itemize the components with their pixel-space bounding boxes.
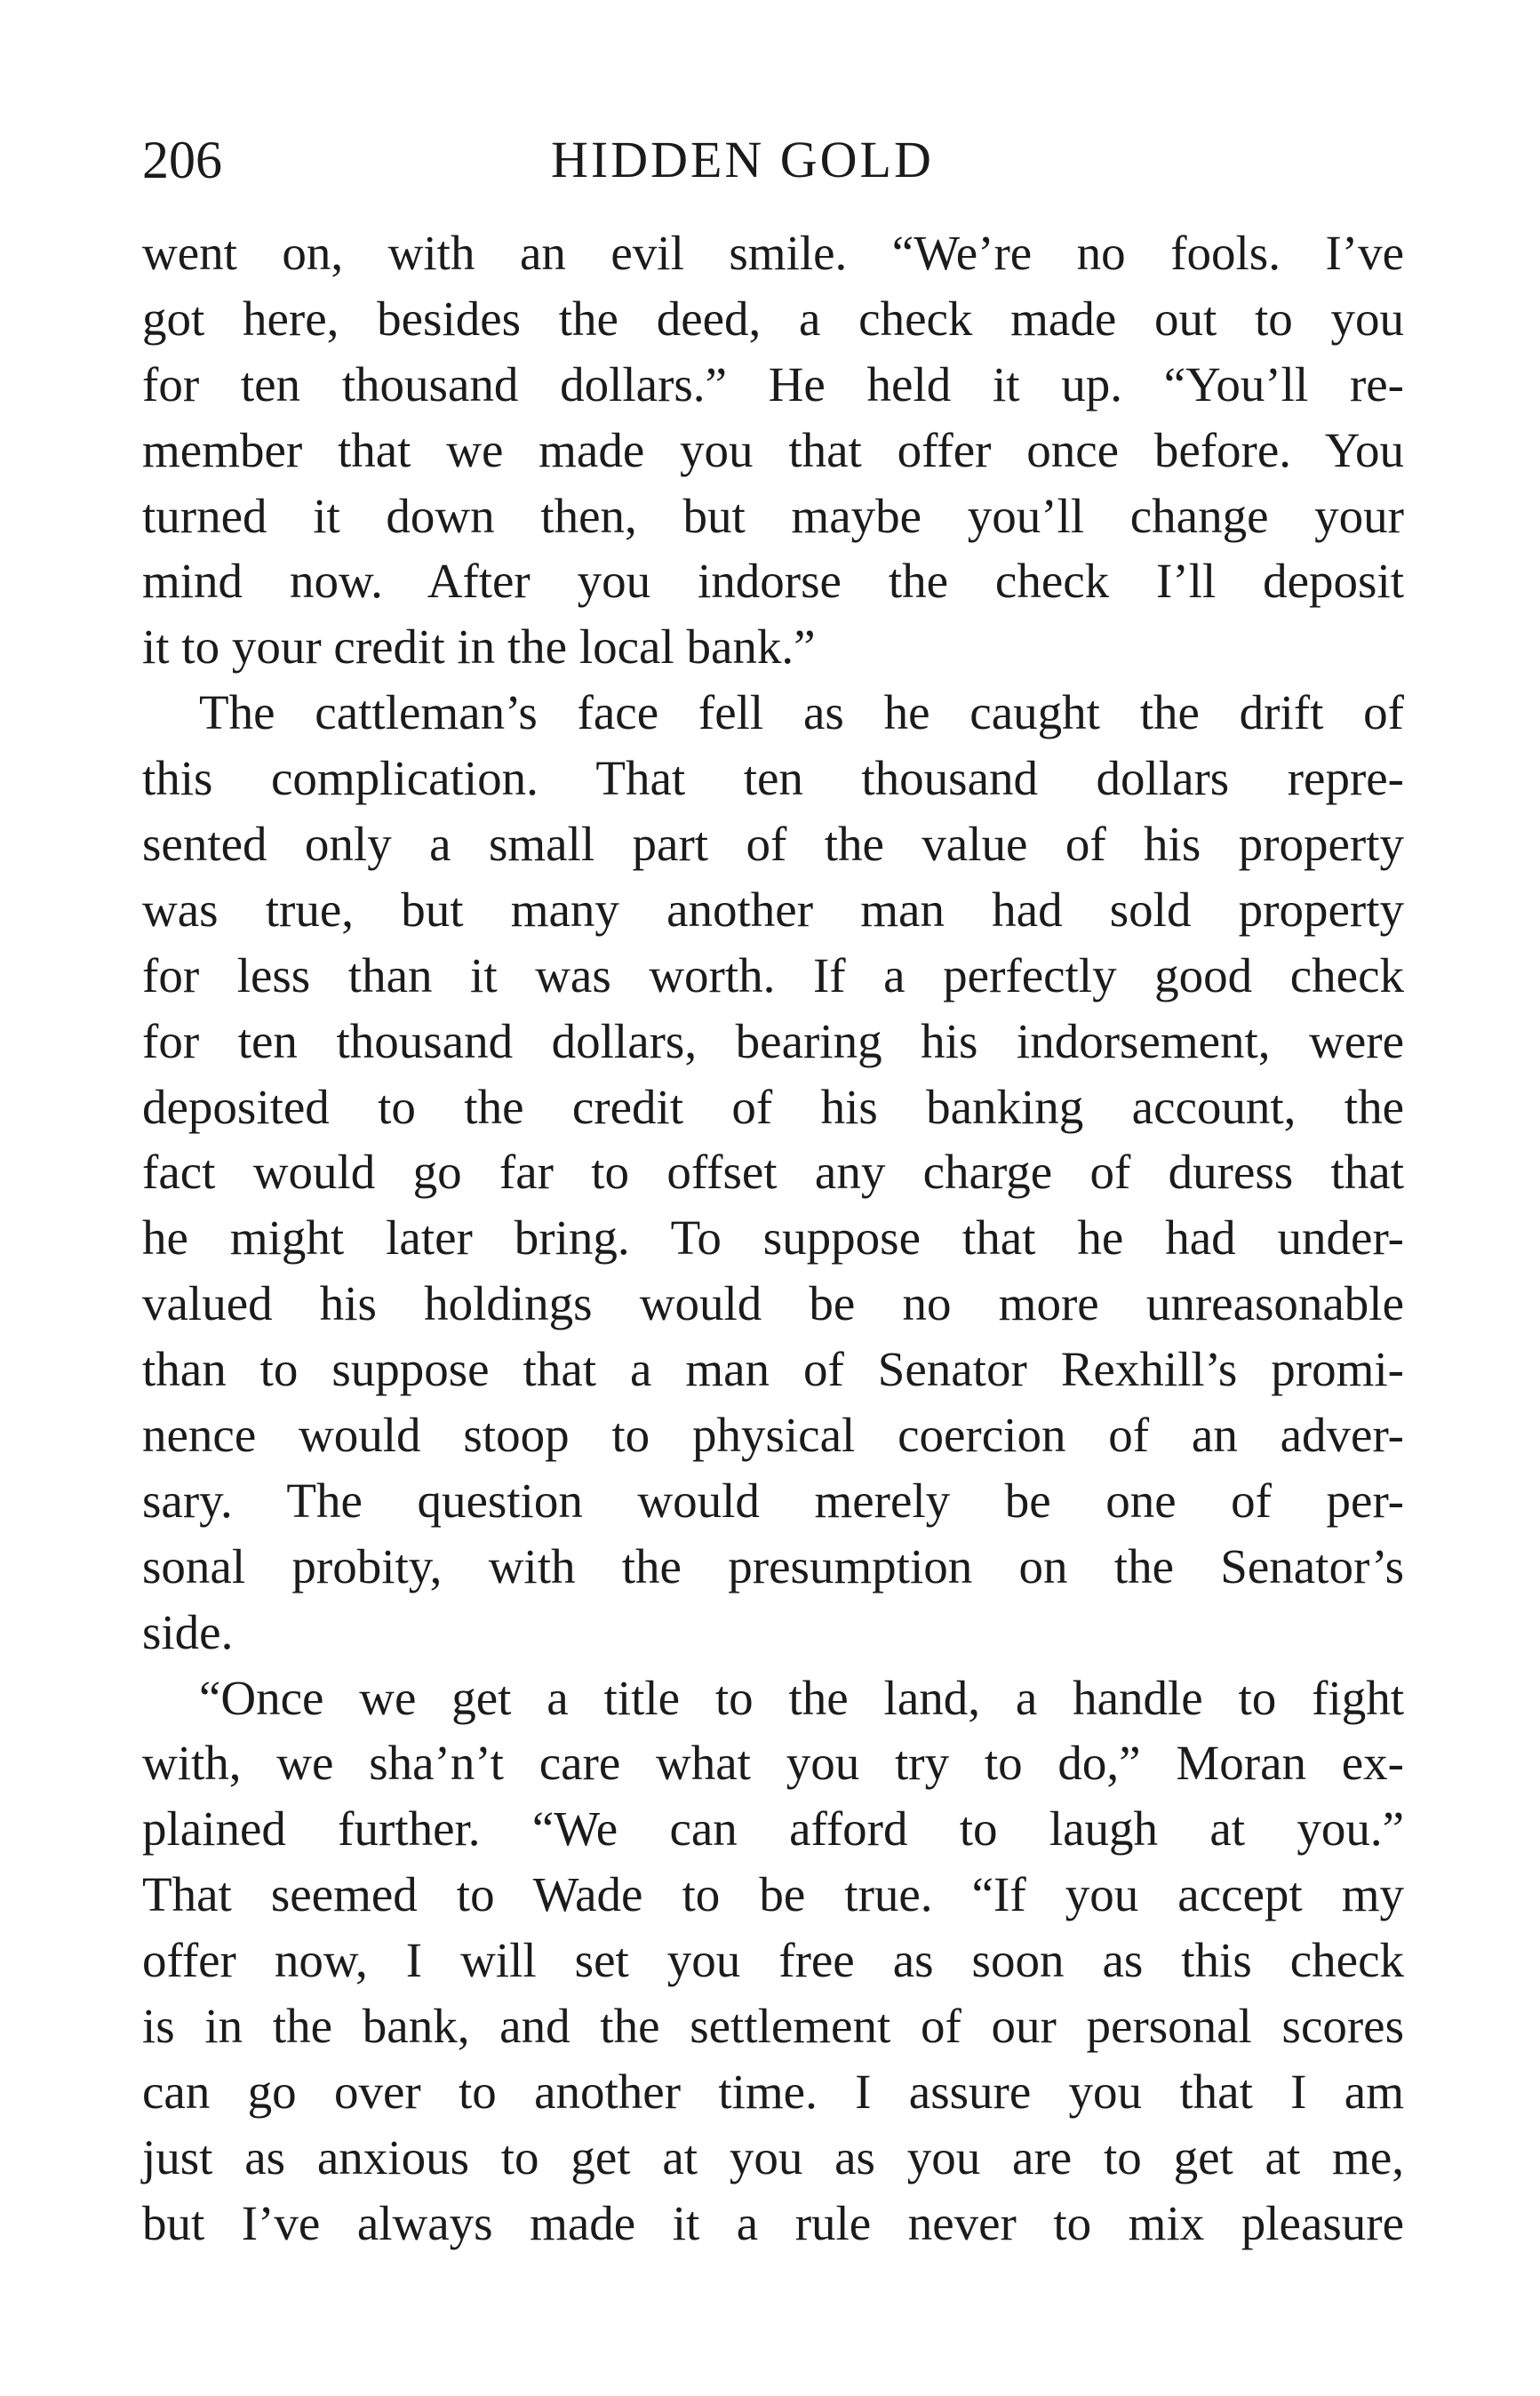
running-head <box>142 124 1404 196</box>
text-line: side. <box>142 1604 234 1659</box>
running-title: HIDDEN GOLD <box>551 131 934 188</box>
page-number: 206 <box>142 131 222 189</box>
text-line: “Once we get a title to the land, a handle to fight <box>199 1670 1404 1725</box>
text-line: deposited to the credit of his banking account, the <box>142 1079 1404 1134</box>
text-line: turned it down then, but maybe you’ll change your <box>142 488 1404 543</box>
text-line: sary. The question would merely be one of per- <box>142 1473 1404 1528</box>
text-line: plained further. “We can afford to laugh at you.” <box>142 1801 1404 1857</box>
text-line: The cattleman’s face fell as he caught the drift of <box>199 685 1404 740</box>
text-line: offer now, I will set you free as soon as this check <box>142 1933 1404 1988</box>
text-line: is in the bank, and the settlement of our personal scores <box>142 1999 1404 2054</box>
text-line: but I’ve always made it a rule never to mix pleasure <box>142 2195 1404 2250</box>
text-line: this complication. That ten thousand dollars repre- <box>142 751 1404 806</box>
text-line: sonal probity, with the presumption on the Senator’s <box>142 1538 1404 1593</box>
text-line: can go over to another time. I assure you that I am <box>142 2064 1404 2119</box>
text-line: than to suppose that a man of Senator Rexhill’s promi- <box>142 1342 1404 1397</box>
text-line: for ten thousand dollars.” He held it up. “You’ll re- <box>142 356 1404 411</box>
text-line: was true, but many another man had sold property <box>142 882 1404 937</box>
text-line: member that we made you that offer once before. You <box>142 422 1404 477</box>
body-text <box>142 220 1404 2256</box>
text-line: it to your credit in the local bank.” <box>142 619 816 675</box>
text-line: for less than it was worth. If a perfectly good check <box>142 947 1404 1002</box>
text-line: got here, besides the deed, a check made out to you <box>142 291 1404 346</box>
text-line: That seemed to Wade to be true. “If you accept my <box>142 1867 1404 1922</box>
text-line: he might later bring. To suppose that he had under- <box>142 1210 1404 1266</box>
text-line: with, we sha’n’t care what you try to do,” Moran ex- <box>142 1736 1404 1791</box>
text-line: sented only a small part of the value of his property <box>142 817 1404 872</box>
text-line: nence would stoop to physical coercion of an adver- <box>142 1408 1404 1463</box>
text-line: for ten thousand dollars, bearing his indorsement, were <box>142 1013 1404 1068</box>
text-line: went on, with an evil smile. “We’re no fools. I’ve <box>142 226 1404 280</box>
text-line: just as anxious to get at you as you are to get at me, <box>142 2129 1404 2184</box>
text-line: mind now. After you indorse the check I’ll deposit <box>142 554 1404 609</box>
text-line: valued his holdings would be no more unreasonable <box>142 1276 1404 1331</box>
text-line: fact would go far to offset any charge of duress that <box>142 1145 1404 1200</box>
